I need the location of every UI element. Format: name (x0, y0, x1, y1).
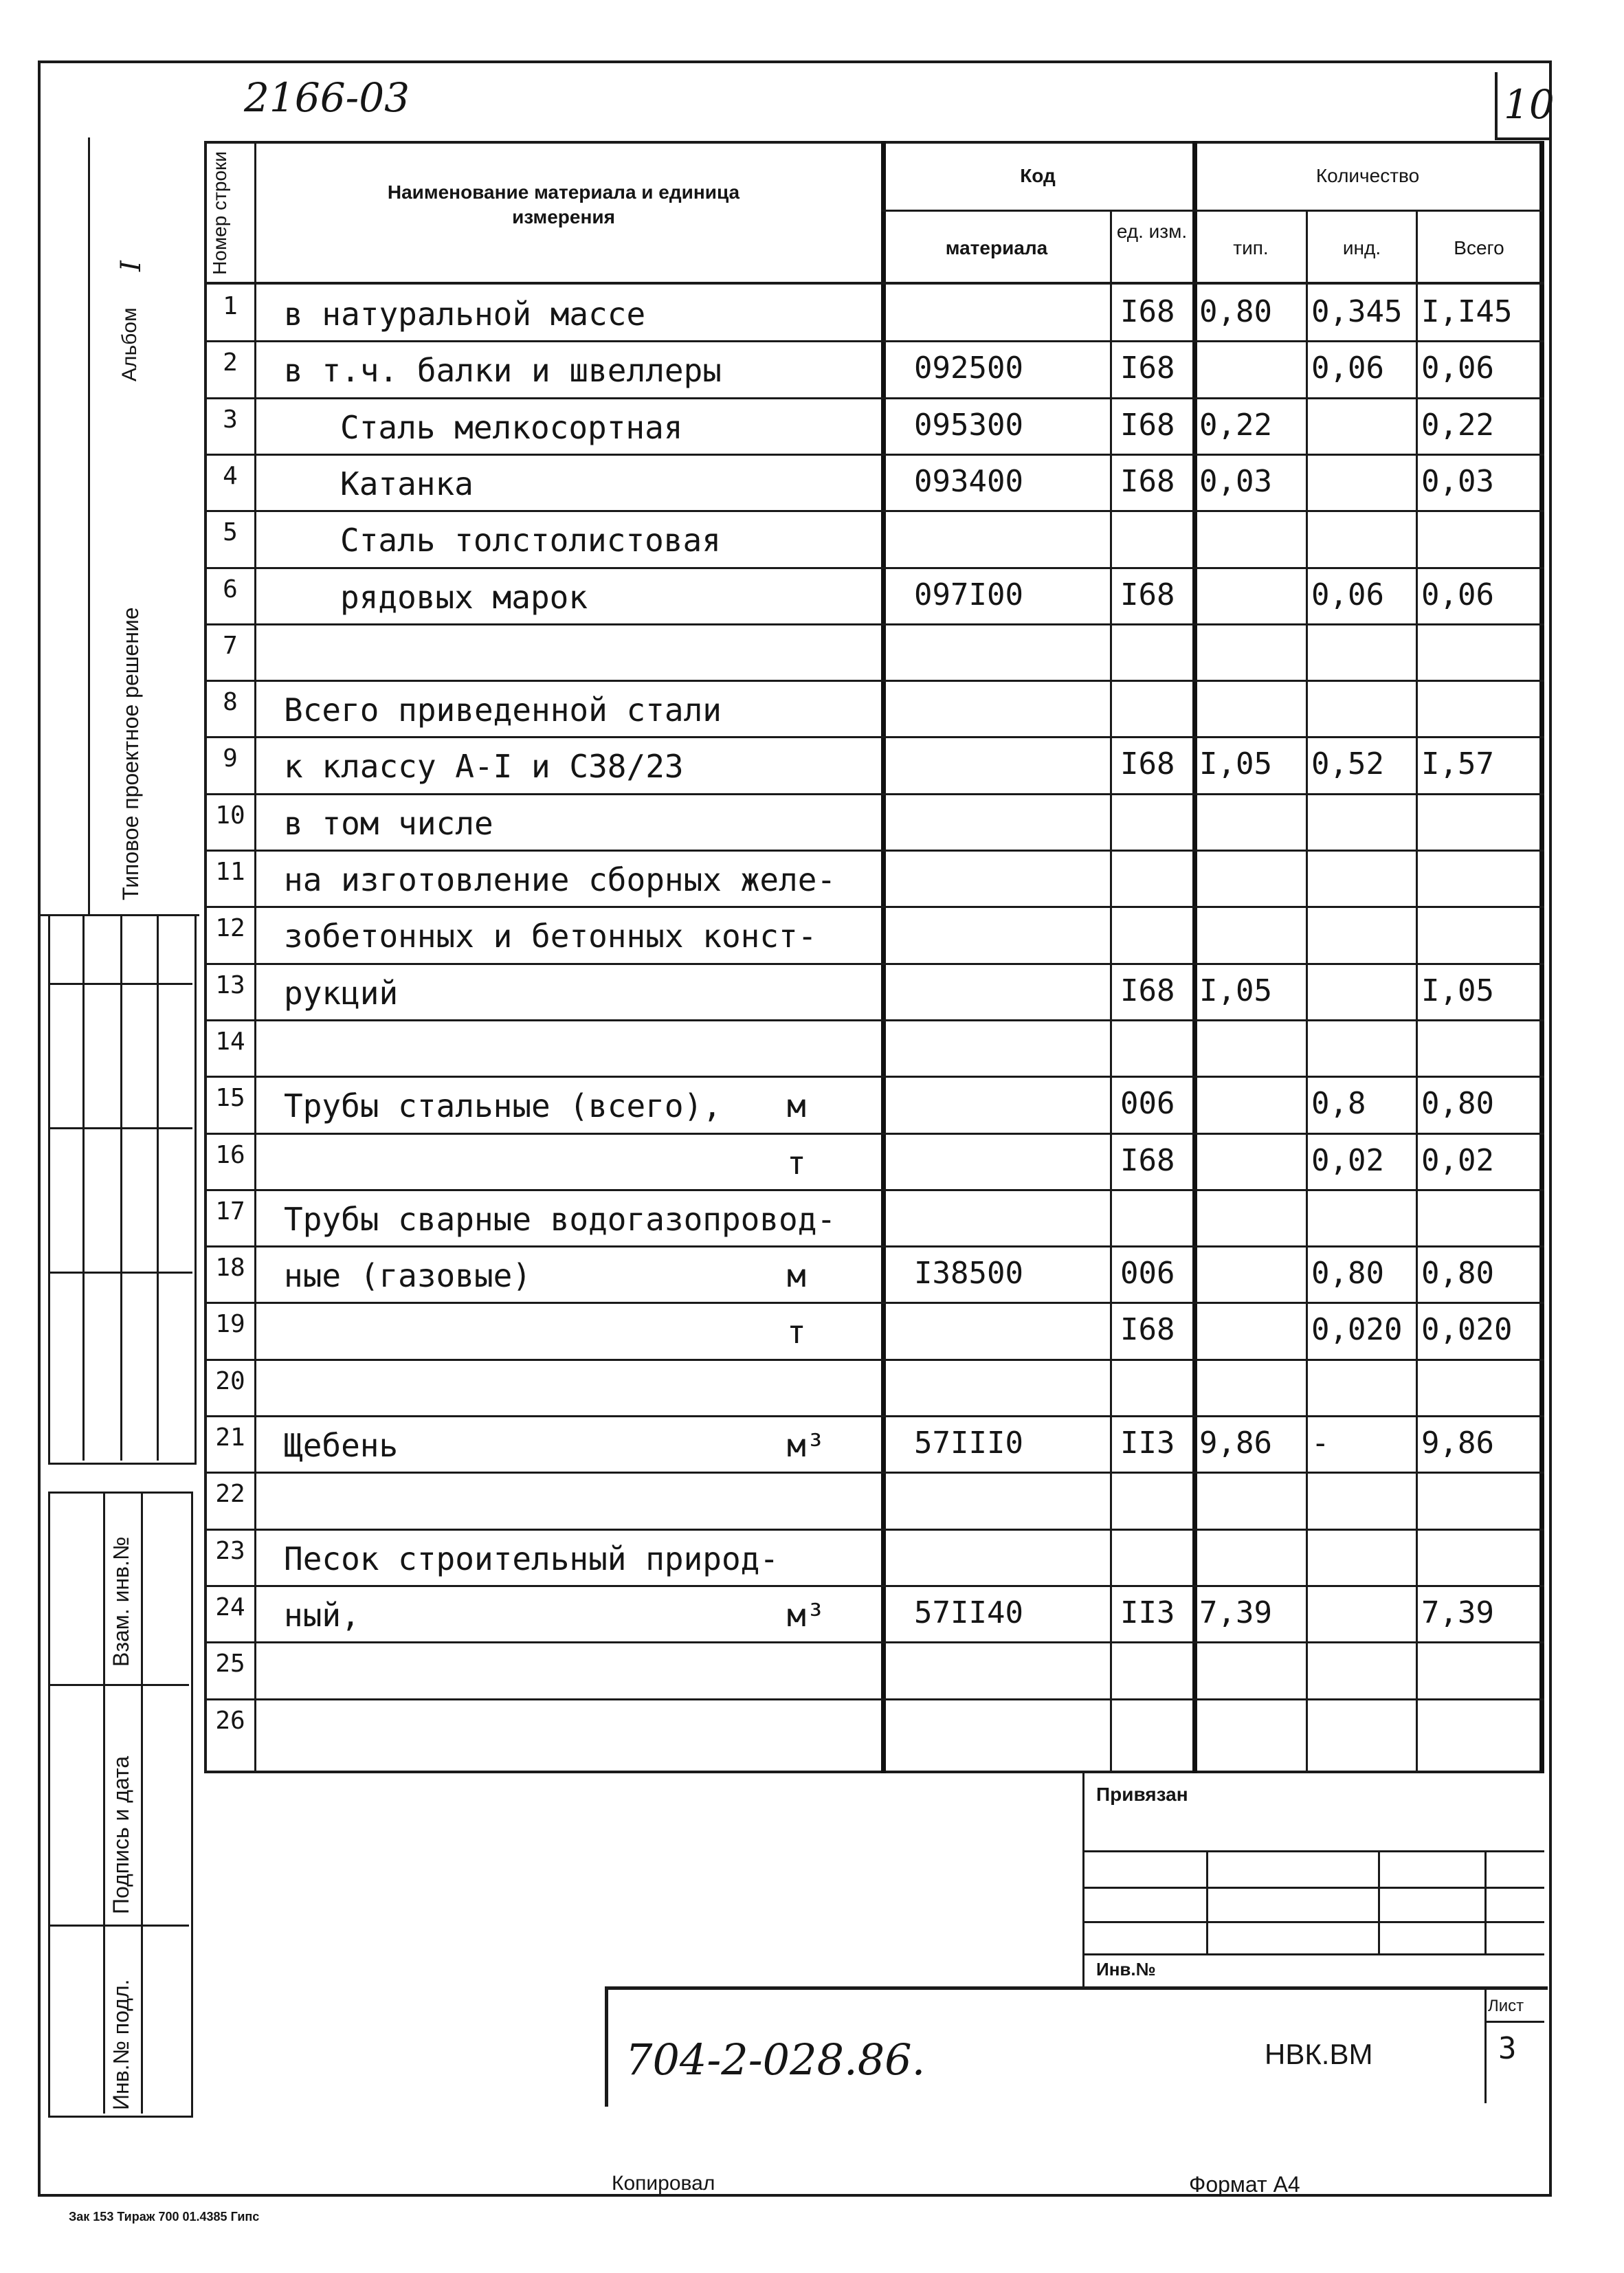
row-name: в т.ч. балки и швеллеры (284, 352, 722, 390)
row-number: 23 (215, 1536, 245, 1565)
col-line-total (1416, 210, 1418, 1773)
row-number: 25 (215, 1650, 245, 1678)
header-code-unit: ед. изм. (1116, 221, 1188, 242)
row-divider (204, 1698, 1544, 1700)
row-divider (204, 1641, 1544, 1643)
print-info: Зак 153 Тираж 700 01.4385 Гипс (69, 2210, 260, 2224)
row-qty-typ: 0,22 (1199, 407, 1272, 443)
row-name: Трубы стальные (всего), (284, 1087, 722, 1125)
title-line (1082, 1953, 1544, 1955)
row-code: 57II40 (914, 1595, 1023, 1630)
row-number: 16 (215, 1140, 245, 1169)
row-name: Катанка (340, 465, 474, 502)
side-box-line (48, 1272, 192, 1274)
row-qty-ind: 0,06 (1311, 351, 1384, 386)
title-line (1206, 1850, 1208, 1953)
row-qty-ind: 0,020 (1311, 1312, 1403, 1348)
row-qty-typ: 0,03 (1199, 463, 1272, 499)
row-qty-total: 0,06 (1421, 351, 1494, 386)
side-boxes (48, 914, 197, 1465)
row-unit-code: I68 (1120, 1312, 1175, 1348)
row-number: 10 (215, 801, 245, 830)
row-qty-typ: I,05 (1199, 973, 1272, 1008)
row-number: 24 (215, 1593, 245, 1621)
row-name: рядовых марок (340, 578, 588, 616)
doc-number: 2166-03 (244, 74, 410, 121)
title-line (1378, 1850, 1380, 1953)
row-unit-code: I68 (1120, 746, 1175, 782)
title-line (1082, 1887, 1544, 1889)
row-number: 18 (215, 1254, 245, 1283)
row-qty-typ: I,05 (1199, 746, 1272, 782)
row-qty-total: 0,80 (1421, 1086, 1494, 1122)
row-qty-total: I,I45 (1421, 294, 1513, 329)
row-unit-code: 006 (1120, 1256, 1175, 1291)
row-name: зобетонных и бетонных конст- (284, 918, 817, 955)
row-qty-total: 7,39 (1421, 1595, 1494, 1630)
row-name: ные (газовые) (284, 1257, 532, 1295)
row-qty-total: 0,02 (1421, 1142, 1494, 1178)
header-qty-ind: инд. (1342, 237, 1381, 258)
row-name-unit: т (787, 1144, 806, 1182)
row-code: 095300 (914, 407, 1023, 443)
row-name-unit: т (787, 1313, 806, 1351)
row-name-unit: м³ (787, 1596, 825, 1634)
title-line (1484, 1850, 1487, 1953)
row-unit-code: II3 (1120, 1595, 1175, 1630)
row-qty-typ: 0,80 (1199, 294, 1272, 329)
row-unit-code: I68 (1120, 351, 1175, 386)
row-number: 17 (215, 1197, 245, 1226)
row-name: Сталь толстолистовая (340, 522, 721, 559)
row-name: Трубы сварные водогазопровод- (284, 1200, 836, 1238)
row-name: Всего приведенной стали (284, 691, 722, 729)
row-divider (204, 567, 1544, 569)
inv-stamp-line (48, 1925, 189, 1927)
privyazan-label: Привязан (1096, 1784, 1188, 1805)
row-unit-code: 006 (1120, 1086, 1175, 1122)
row-number: 9 (223, 744, 238, 773)
row-divider (204, 454, 1544, 456)
row-qty-total: I,05 (1421, 973, 1494, 1008)
row-name: в натуральной массе (284, 296, 646, 333)
inv-stamp-line (103, 1492, 105, 2114)
sign-date-label: Подпись и дата (109, 1755, 133, 1914)
side-box-line (120, 914, 122, 1461)
row-qty-total: 0,22 (1421, 407, 1494, 443)
row-name: рукций (284, 974, 399, 1012)
row-number: 2 (223, 348, 238, 377)
title-line (1484, 1986, 1487, 2103)
row-code: I38500 (914, 1256, 1023, 1291)
header-qty-typ: тип. (1233, 237, 1269, 258)
inv-stamp-line (141, 1492, 143, 2114)
side-box-line (82, 914, 85, 1461)
row-number: 15 (215, 1084, 245, 1113)
row-name-unit: м (787, 1087, 806, 1125)
row-unit-code: I68 (1120, 294, 1175, 329)
row-qty-total: 0,020 (1421, 1312, 1513, 1348)
row-number: 14 (215, 1027, 245, 1056)
row-name: в том числе (284, 804, 493, 842)
row-divider (204, 793, 1544, 795)
row-qty-ind: 0,06 (1311, 577, 1384, 612)
header-bottom (204, 282, 1544, 285)
row-number: 3 (223, 405, 238, 434)
designation-code: НВК.ВМ (1265, 2038, 1373, 2070)
inv-stamp-line (48, 1684, 189, 1686)
album-label: Альбом (118, 307, 141, 381)
row-number: 4 (223, 461, 238, 490)
side-stamp-line (88, 137, 90, 914)
row-number: 1 (223, 292, 238, 320)
side-box-line (48, 983, 192, 985)
header-row-number: Номер строки (209, 151, 230, 275)
row-number: 12 (215, 914, 245, 943)
row-qty-total: I,57 (1421, 746, 1494, 782)
header-name: Наименование материала и единица измерения (387, 181, 740, 228)
row-divider (204, 1529, 1544, 1531)
row-code: 092500 (914, 351, 1023, 386)
row-divider (204, 1472, 1544, 1474)
row-divider (204, 1359, 1544, 1361)
row-code: 097I00 (914, 577, 1023, 612)
row-qty-total: 9,86 (1421, 1426, 1494, 1461)
row-name: Песок строительный природ- (284, 1540, 779, 1577)
series-label: Типовое проектное решение (118, 607, 143, 900)
row-qty-ind: - (1311, 1426, 1330, 1461)
header-qty-total: Всего (1454, 237, 1504, 258)
row-name: к классу А-I и С38/23 (284, 748, 684, 786)
row-divider (204, 906, 1544, 908)
row-name-unit: м (787, 1257, 806, 1295)
row-number: 7 (223, 631, 238, 660)
row-number: 11 (215, 858, 245, 886)
row-divider (204, 963, 1544, 965)
inv-replace-label: Взам. инв.№ (109, 1536, 133, 1667)
row-divider (204, 397, 1544, 399)
row-qty-ind: 0,8 (1311, 1086, 1366, 1122)
header-code: Код (1020, 165, 1056, 186)
copied-label: Копировал (612, 2172, 715, 2195)
row-divider (204, 850, 1544, 852)
sheet-corner-number: 10 (1504, 81, 1555, 128)
side-box-line (48, 1127, 192, 1129)
row-qty-typ: 7,39 (1199, 1595, 1272, 1630)
row-name-unit: м³ (787, 1427, 825, 1464)
row-qty-total: 0,06 (1421, 577, 1494, 612)
row-number: 13 (215, 971, 245, 999)
row-unit-code: I68 (1120, 463, 1175, 499)
row-number: 22 (215, 1480, 245, 1509)
inv-no-label: Инв.№ (1096, 1959, 1156, 1980)
row-divider (204, 510, 1544, 512)
row-unit-code: I68 (1120, 1142, 1175, 1178)
row-number: 5 (223, 518, 238, 547)
row-qty-ind: 0,52 (1311, 746, 1384, 782)
row-number: 26 (215, 1706, 245, 1735)
row-name: Сталь мелкосортная (340, 408, 683, 446)
row-number: 21 (215, 1423, 245, 1452)
row-qty-ind: 0,345 (1311, 294, 1403, 329)
sheet-label: Лист (1488, 1997, 1524, 2015)
row-divider (204, 1133, 1544, 1135)
header-quantity: Количество (1315, 165, 1420, 186)
row-divider (204, 623, 1544, 625)
row-divider (204, 1585, 1544, 1587)
col-line-ind (1306, 210, 1308, 1773)
inv-orig-label: Инв.№ подл. (109, 1979, 133, 2110)
row-qty-ind: 0,02 (1311, 1142, 1384, 1178)
row-unit-code: II3 (1120, 1426, 1175, 1461)
row-number: 6 (223, 575, 238, 603)
row-name: на изготовление сборных желе- (284, 861, 836, 898)
row-unit-code: I68 (1120, 577, 1175, 612)
header-code-material: материала (945, 237, 1048, 258)
row-code: 57III0 (914, 1426, 1023, 1461)
row-qty-ind: 0,80 (1311, 1256, 1384, 1291)
side-box-line (157, 914, 159, 1461)
row-divider (204, 1245, 1544, 1248)
row-divider (204, 1415, 1544, 1417)
row-name: Щебень (284, 1427, 399, 1464)
row-qty-total: 0,03 (1421, 463, 1494, 499)
album-number: I (115, 260, 147, 271)
title-line (1484, 2021, 1544, 2023)
sheet-number: 3 (1498, 2031, 1517, 2066)
row-unit-code: I68 (1120, 973, 1175, 1008)
row-number: 20 (215, 1366, 245, 1395)
row-unit-code: I68 (1120, 407, 1175, 443)
row-divider (204, 1189, 1544, 1191)
row-name: ный, (284, 1596, 360, 1634)
row-divider (204, 680, 1544, 682)
designation: 704-2-028.86. (625, 2034, 926, 2085)
row-number: 8 (223, 688, 238, 717)
row-divider (204, 1302, 1544, 1304)
title-line (1082, 1850, 1544, 1852)
row-divider (204, 1076, 1544, 1078)
row-divider (204, 1019, 1544, 1021)
title-line (1082, 1921, 1544, 1923)
row-divider (204, 340, 1544, 342)
row-divider (204, 736, 1544, 738)
row-number: 19 (215, 1310, 245, 1339)
format-label: Формат А4 (1189, 2172, 1300, 2197)
row-qty-total: 0,80 (1421, 1256, 1494, 1291)
row-code: 093400 (914, 463, 1023, 499)
col-line-unit (1110, 210, 1112, 1773)
header-subline (881, 210, 1542, 212)
row-qty-typ: 9,86 (1199, 1426, 1272, 1461)
